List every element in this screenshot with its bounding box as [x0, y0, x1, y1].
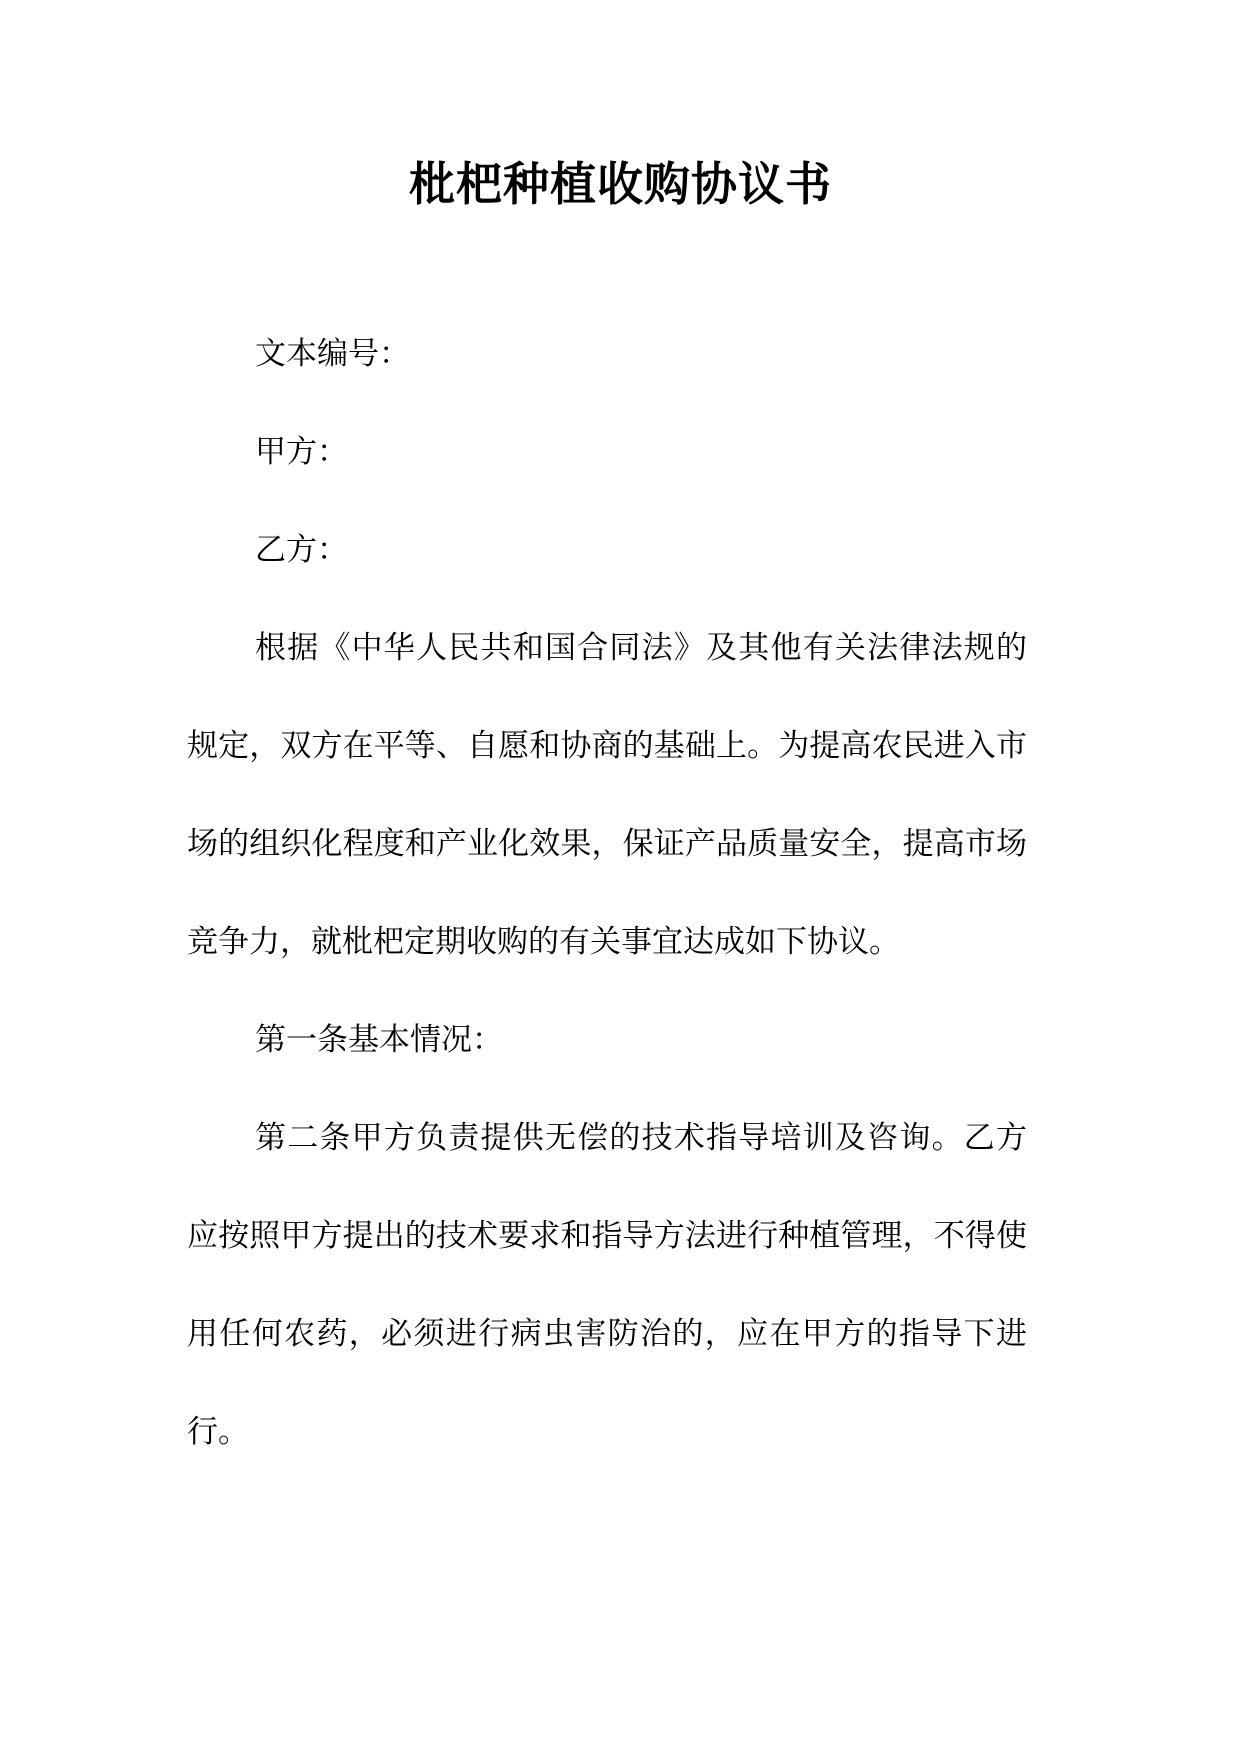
preamble-paragraph: 根据《中华人民共和国合同法》及其他有关法律法规的规定，双方在平等、自愿和协商的基础上。为提高农民进入市场的组织化程度和产业化效果，保证产品质量安全，提高市场竞争力，就枇杷定期收购的有关事宜达成如下协议。	[187, 630, 1027, 960]
article-2-paragraph: 第二条甲方负责提供无偿的技术指导培训及咨询。乙方应按照甲方提出的技术要求和指导方法进行种植管理，不得使用任何农药，必须进行病虫害防治的，应在甲方的指导下进行。	[187, 1120, 1027, 1450]
field-party-b: 乙方：	[255, 532, 348, 568]
document-body	[187, 305, 1027, 1481]
document-title: 枇杷种植收购协议书	[409, 157, 832, 211]
article-1-heading: 第一条基本情况：	[255, 1022, 503, 1058]
field-document-number: 文本编号：	[255, 336, 410, 372]
field-party-a: 甲方：	[255, 434, 348, 470]
